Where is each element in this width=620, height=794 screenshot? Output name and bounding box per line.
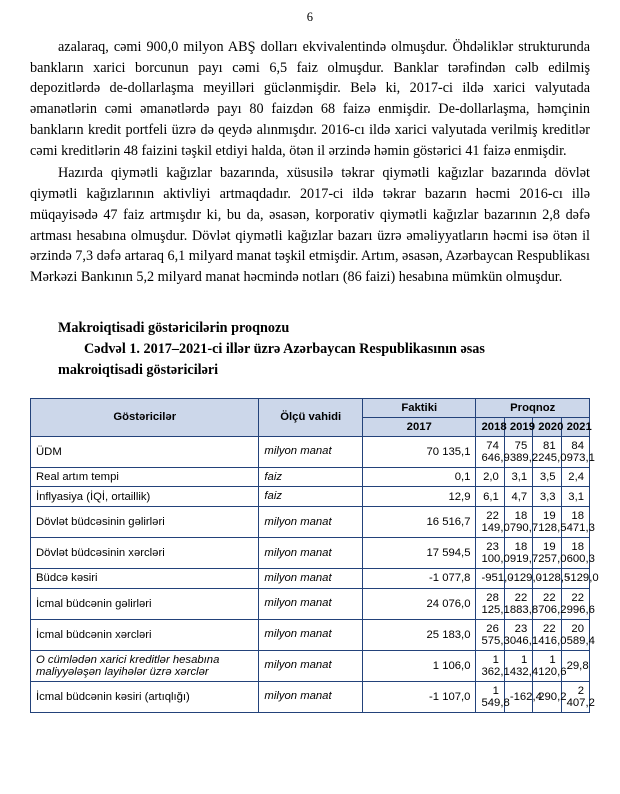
row-value: 290,2 [533, 681, 561, 712]
row-unit: milyon manat [259, 506, 363, 537]
row-value: 4,7 [504, 487, 532, 507]
row-value: -128,5 [533, 568, 561, 588]
row-indicator-label: İcmal büdcənin kəsiri (artıqlığı) [31, 681, 259, 712]
row-value: -951,0 [476, 568, 504, 588]
header-year-2020: 2020 [533, 417, 561, 436]
row-value: 22 416,0 [533, 619, 561, 650]
table-row [31, 650, 590, 681]
header-year-2017: 2017 [362, 417, 476, 436]
row-value: 1 106,0 [362, 650, 476, 681]
row-value: 1 362,1 [476, 650, 504, 681]
row-value: 18 600,3 [561, 537, 589, 568]
row-indicator-label: Dövlət büdcəsinin xərcləri [31, 537, 259, 568]
header-indicators: Göstəricilər [31, 398, 259, 436]
row-value: -1 107,0 [362, 681, 476, 712]
row-indicator-label: ÜDM [31, 436, 259, 467]
row-indicator-label: İcmal büdcənin gəlirləri [31, 588, 259, 619]
row-value: 28 125,1 [476, 588, 504, 619]
row-value: 70 135,1 [362, 436, 476, 467]
table-row [31, 487, 590, 507]
row-value: 3,1 [561, 487, 589, 507]
row-unit: faiz [259, 487, 363, 507]
row-value: 18 471,3 [561, 506, 589, 537]
row-value: 12,9 [362, 487, 476, 507]
row-indicator-label: Dövlət büdcəsinin gəlirləri [31, 506, 259, 537]
row-value: 84 973,1 [561, 436, 589, 467]
header-forecast: Proqnoz [476, 398, 590, 417]
table-row [31, 467, 590, 487]
heading-forecast-title: Makroiqtisadi göstəricilərin proqnozu [58, 319, 290, 336]
row-value: 20 589,4 [561, 619, 589, 650]
row-unit: milyon manat [259, 681, 363, 712]
row-value: 0,1 [362, 467, 476, 487]
header-year-2021: 2021 [561, 417, 589, 436]
row-indicator-label: İnflyasiya (İQİ, ortaillik) [31, 487, 259, 507]
header-actual: Faktiki [362, 398, 476, 417]
row-value: 3,1 [504, 467, 532, 487]
paragraph-1: azalaraq, cəmi 900,0 milyon ABŞ dolları ekvivalentində olmuşdur. Öhdəliklər strukturunda bankların xarici borcunun payı cəmi 6,5 faiz olmuşdur. Banklar tərəfindən cəlb edilmiş depozitlərdə de-dollarlaşma meyilləri güclənmişdir. Belə ki, 2017-ci ildə xarici valyutada əmanətlərin cəmi əmanətlərdə payı 80 faizdən 68 faizə enmişdir. De-dollarlaşma, həmçinin bankların kredit portfeli üzrə də qeydə alınmışdır. 2016-cı ildə xarici valyutada verilmiş kreditlər cəmi kreditlərin 48 faizini təşkil etdiyi halda, ötən il ərzində həmin göstərici 41 faizə enmişdir. [30, 39, 590, 159]
row-value: -1 077,8 [362, 568, 476, 588]
row-unit: milyon manat [259, 436, 363, 467]
header-year-2019: 2019 [504, 417, 532, 436]
row-value: -129,0 [561, 568, 589, 588]
table-row [31, 506, 590, 537]
row-value: 17 594,5 [362, 537, 476, 568]
row-value: 24 076,0 [362, 588, 476, 619]
row-value: 1 432,4 [504, 650, 532, 681]
row-value: 22 706,2 [533, 588, 561, 619]
row-value: 23 046,1 [504, 619, 532, 650]
row-value: 3,5 [533, 467, 561, 487]
row-value: 29,8 [561, 650, 589, 681]
row-value: 26 575,3 [476, 619, 504, 650]
row-value: -129,0 [504, 568, 532, 588]
heading-table-caption-line2: makroiqtisadi göstəriciləri [58, 362, 219, 379]
row-indicator-label: O cümlədən xarici kreditlər hesabına maliyyələşən layihələr üzrə xərclər [31, 650, 259, 681]
row-value: 18 790,7 [504, 506, 532, 537]
table-header [31, 398, 590, 436]
row-value: 1 549,8 [476, 681, 504, 712]
table-row [31, 568, 590, 588]
macro-indicators-table [30, 398, 599, 713]
row-value: 1 120,6 [533, 650, 561, 681]
row-unit: faiz [259, 467, 363, 487]
table-row [31, 681, 590, 712]
row-value: 22 149,0 [476, 506, 504, 537]
header-year-2018: 2018 [476, 417, 504, 436]
row-unit: milyon manat [259, 588, 363, 619]
row-value: 23 100,0 [476, 537, 504, 568]
row-unit: milyon manat [259, 568, 363, 588]
row-value: 3,3 [533, 487, 561, 507]
row-value: 25 183,0 [362, 619, 476, 650]
row-unit: milyon manat [259, 650, 363, 681]
table-body [31, 436, 599, 712]
table-row [31, 537, 590, 568]
row-value: 19 128,5 [533, 506, 561, 537]
row-value: 2,4 [561, 467, 589, 487]
table-header-row-1 [31, 398, 590, 417]
row-value: 6,1 [476, 487, 504, 507]
row-value: 2 407,2 [561, 681, 589, 712]
row-indicator-label: Büdcə kəsiri [31, 568, 259, 588]
row-value: 22 883,8 [504, 588, 532, 619]
table-row [31, 436, 590, 467]
heading-table-caption-line1: Cədvəl 1. 2017–2021-ci illər üzrə Azərbaycan Respublikasının əsas [84, 341, 485, 358]
row-value: 16 516,7 [362, 506, 476, 537]
row-indicator-label: İcmal büdcənin xərcləri [31, 619, 259, 650]
row-value: 2,0 [476, 467, 504, 487]
table-heading-block [58, 318, 590, 382]
row-value: 75 389,2 [504, 436, 532, 467]
row-value: 22 996,6 [561, 588, 589, 619]
row-value: 19 257,0 [533, 537, 561, 568]
row-value: 74 646,9 [476, 436, 504, 467]
row-value: 18 919,7 [504, 537, 532, 568]
paragraph-2: Hazırda qiymətli kağızlar bazarında, xüsusilə təkrar qiymətli kağızlar bazarında dövlət qiymətli kağızlarının aktivliyi artmaqdadır. 2017-ci ildə təkrar bazarın həcmi 2016-cı illə müqayisədə 47 faiz artmışdır ki, bu da, əsasən, korporativ qiymətli kağızlar bazarının 2,8 dəfə artması hesabına olmuşdur. Dövlət qiymətli kağızlar bazarı üzrə əməliyyatların həcmi isə ötən il ərzində 7,3 dəfə artaraq 6,1 milyard manat təşkil etmişdir. Artım, əsasən, Azərbaycan Respublikası Mərkəzi Bankının 5,2 milyard manat həcmində notları (86 faizi) hesabına mümkün olmuşdur. [30, 165, 590, 286]
row-value: 81 245,0 [533, 436, 561, 467]
row-unit: milyon manat [259, 537, 363, 568]
page-number: 6 [306, 10, 314, 24]
table-row [31, 588, 590, 619]
row-indicator-label: Real artım tempi [31, 467, 259, 487]
row-value: -162,4 [504, 681, 532, 712]
table-row [31, 619, 590, 650]
header-unit: Ölçü vahidi [259, 398, 363, 436]
row-unit: milyon manat [259, 619, 363, 650]
